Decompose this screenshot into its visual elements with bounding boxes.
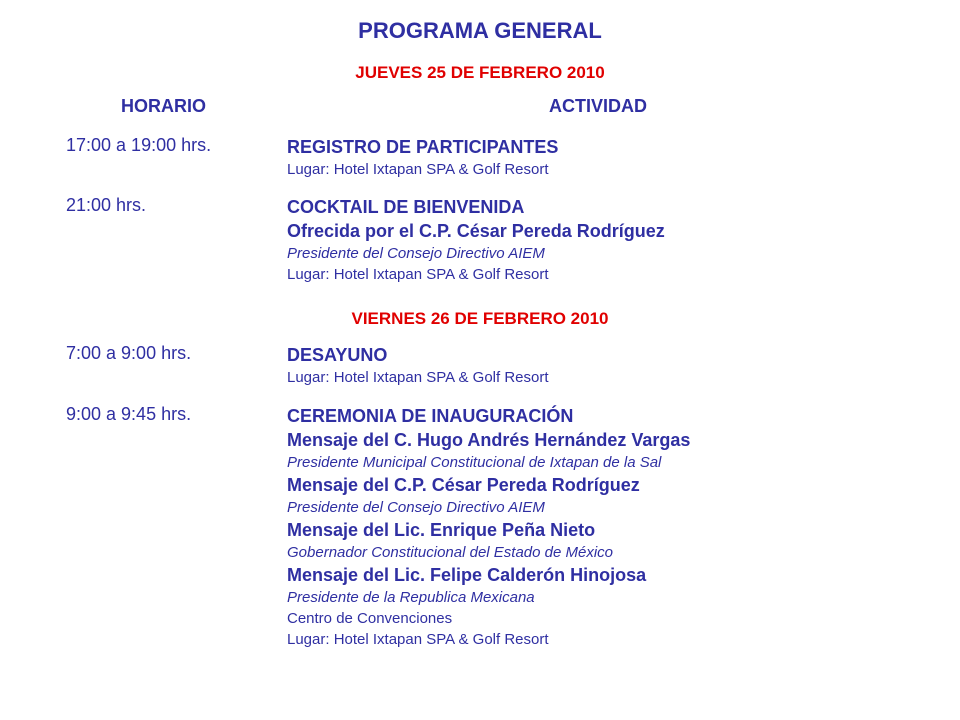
speaker-message: Mensaje del C.P. César Pereda Rodríguez	[287, 475, 640, 495]
page-title: PROGRAMA GENERAL	[358, 18, 602, 43]
event-activity	[287, 135, 558, 180]
event-time: 9:00 a 9:45 hrs.	[66, 404, 192, 424]
speaker-message: Mensaje del C. Hugo Andrés Hernández Vargas	[287, 430, 691, 450]
event-activity	[287, 343, 549, 388]
activity-title: REGISTRO DE PARTICIPANTES	[287, 137, 559, 157]
activity-host-role: Presidente del Consejo Directivo AIEM	[287, 245, 545, 262]
event-activity	[287, 195, 665, 285]
activity-location: Lugar: Hotel Ixtapan SPA & Golf Resort	[287, 161, 549, 178]
column-header-horario: HORARIO	[121, 96, 206, 116]
activity-title: CEREMONIA DE INAUGURACIÓN	[287, 406, 574, 426]
event-time: 7:00 a 9:00 hrs.	[66, 343, 192, 363]
activity-title: COCKTAIL DE BIENVENIDA	[287, 197, 525, 217]
speaker-role: Presidente del Consejo Directivo AIEM	[287, 499, 545, 516]
activity-title: DESAYUNO	[287, 345, 388, 365]
activity-location: Lugar: Hotel Ixtapan SPA & Golf Resort	[287, 631, 549, 648]
day-heading-thursday: JUEVES 25 DE FEBRERO 2010	[355, 63, 605, 82]
activity-location: Lugar: Hotel Ixtapan SPA & Golf Resort	[287, 369, 549, 386]
activity-host: Ofrecida por el C.P. César Pereda Rodríguez	[287, 221, 665, 241]
event-time: 21:00 hrs.	[66, 195, 147, 215]
activity-venue: Centro de Convenciones	[287, 610, 453, 627]
speaker-role: Gobernador Constitucional del Estado de México	[287, 544, 614, 561]
day-heading-friday: VIERNES 26 DE FEBRERO 2010	[351, 309, 609, 328]
speaker-role: Presidente de la Republica Mexicana	[287, 589, 535, 606]
column-header-actividad: ACTIVIDAD	[549, 96, 647, 116]
event-time: 17:00 a 19:00 hrs.	[66, 135, 212, 155]
event-activity	[287, 404, 690, 650]
speaker-message: Mensaje del Lic. Felipe Calderón Hinojosa	[287, 565, 647, 585]
activity-location: Lugar: Hotel Ixtapan SPA & Golf Resort	[287, 266, 549, 283]
speaker-role: Presidente Municipal Constitucional de Ixtapan de la Sal	[287, 454, 662, 471]
speaker-message: Mensaje del Lic. Enrique Peña Nieto	[287, 520, 596, 540]
